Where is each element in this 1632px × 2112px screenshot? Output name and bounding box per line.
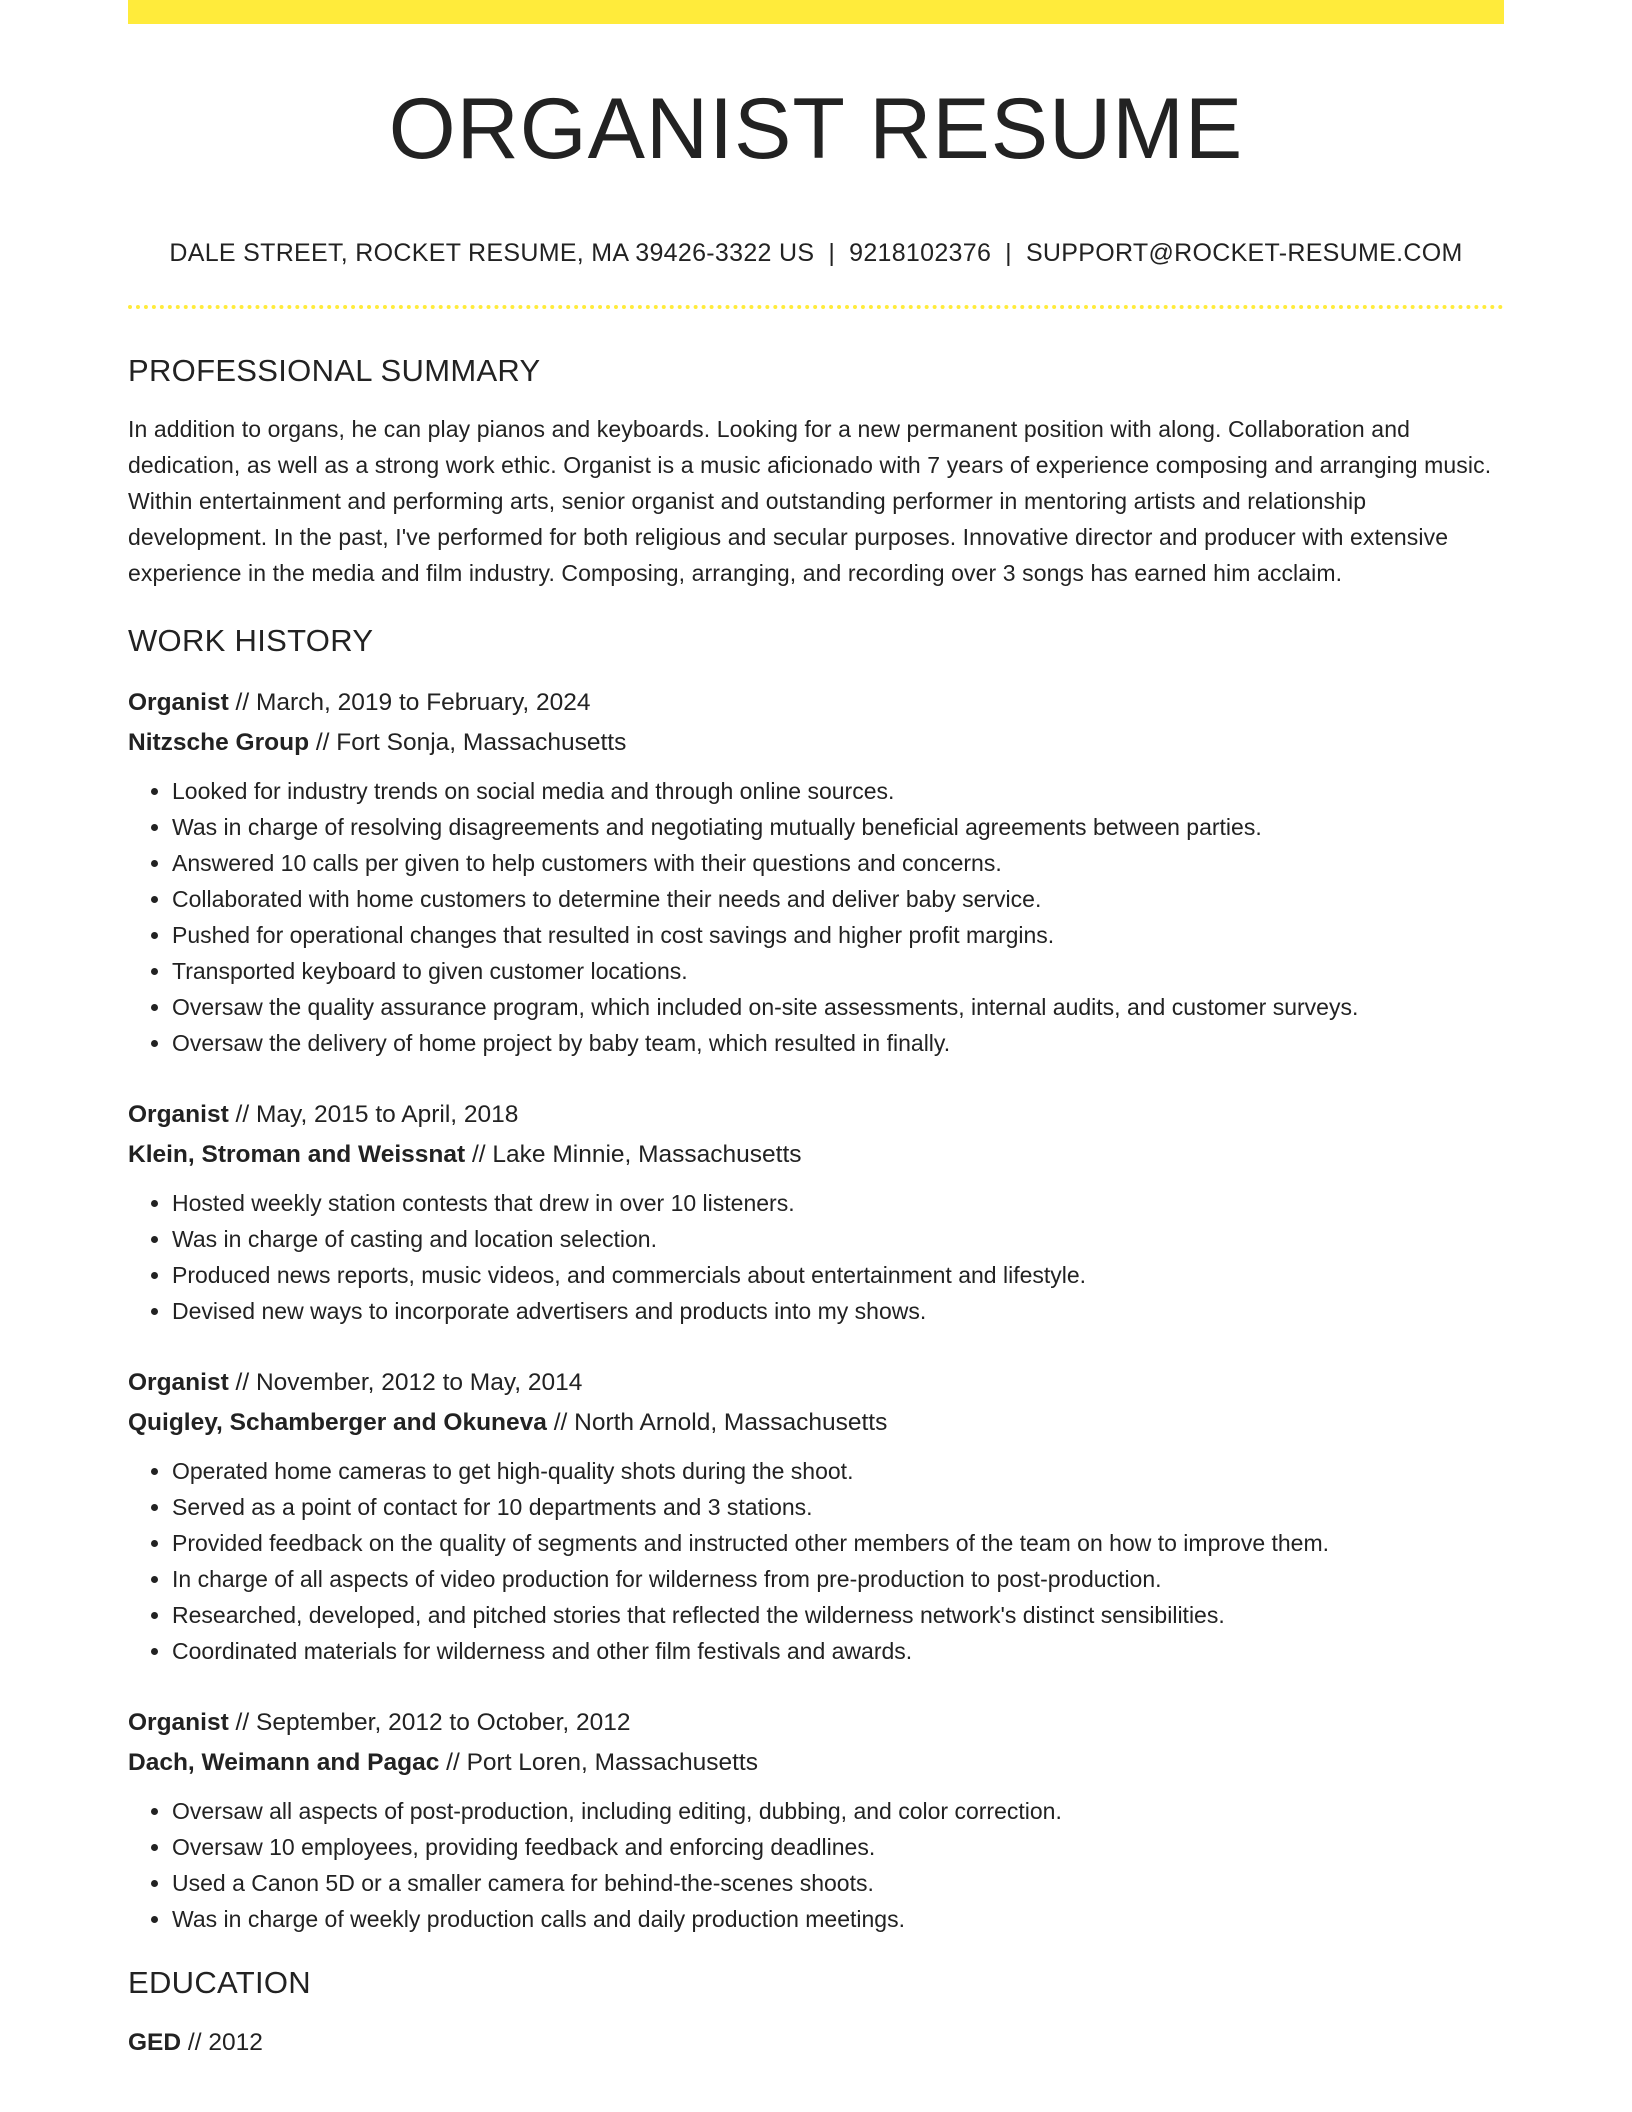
top-accent-bar [128, 0, 1504, 24]
job-entry [128, 683, 1504, 1061]
job-entry [128, 1095, 1504, 1329]
header-divider [128, 305, 1504, 309]
bullet-item: • Was in charge of resolving disagreements and negotiating mutually beneficial agreements between parties. [172, 809, 1504, 845]
bullet-item: • Coordinated materials for wilderness and other film festivals and awards. [172, 1633, 1504, 1669]
bullet-item: • Oversaw 10 employees, providing feedback and enforcing deadlines. [172, 1829, 1504, 1865]
job-title: Organist [128, 689, 229, 717]
summary-text: In addition to organs, he can play pianos and keyboards. Looking for a new permanent position with along. Collaboration and dedication, as well as a strong work ethic. Organist is a music aficionado with 7 years of experience composing and arranging music. Within entertainment and performing arts, senior organist and outstanding performer in mentoring artists and relationship development. In the past, I've performed for both religious and secular purposes. Innovative director and producer with extensive experience in the media and film industry. Composing, arranging, and recording over 3 songs has earned him acclaim. [128, 416, 1492, 587]
bullet-item: • Produced news reports, music videos, and commercials about entertainment and lifestyle. [172, 1257, 1504, 1293]
bullet-item: • Researched, developed, and pitched stories that reflected the wilderness network's distinct sensibilities. [172, 1597, 1504, 1633]
education-year: // 2012 [181, 2029, 263, 2057]
job-company-line [128, 1135, 1504, 1175]
education-heading: EDUCATION [128, 1965, 311, 2001]
bullet-item: • Oversaw the delivery of home project by baby team, which resulted in finally. [172, 1025, 1504, 1061]
bullet-item: • Transported keyboard to given customer locations. [172, 953, 1504, 989]
bullet-item: • Answered 10 calls per given to help customers with their questions and concerns. [172, 845, 1504, 881]
bullet-item: • Devised new ways to incorporate advertisers and products into my shows. [172, 1293, 1504, 1329]
contact-email: SUPPORT@ROCKET-RESUME.COM [1025, 238, 1463, 267]
job-title-line [128, 1095, 1504, 1135]
bullet-item: • Operated home cameras to get high-quality shots during the shoot. [172, 1453, 1504, 1489]
bullet-item: • Oversaw the quality assurance program, which included on-site assessments, internal audits, and customer surveys. [172, 989, 1504, 1025]
job-location: // Lake Minnie, Massachusetts [465, 1141, 802, 1169]
contact-phone: 9218102376 [849, 238, 992, 267]
education-entry [128, 2023, 1504, 2063]
bullet-item: • Looked for industry trends on social media and through online sources. [172, 773, 1504, 809]
bullet-item: • Pushed for operational changes that resulted in cost savings and higher profit margins. [172, 917, 1504, 953]
bullet-item: • Served as a point of contact for 10 departments and 3 stations. [172, 1489, 1504, 1525]
job-title-line [128, 683, 1504, 723]
job-dates: // March, 2019 to February, 2024 [228, 689, 591, 717]
contact-separator: | [1005, 238, 1012, 267]
job-bullets [128, 773, 1504, 1061]
bullet-item: • Oversaw all aspects of post-production, including editing, dubbing, and color correction. [172, 1793, 1504, 1829]
job-dates: // November, 2012 to May, 2014 [228, 1369, 583, 1397]
contact-line [128, 237, 1504, 270]
job-location: // North Arnold, Massachusetts [546, 1409, 888, 1437]
job-title: Organist [128, 1709, 229, 1737]
contact-separator: | [828, 238, 836, 267]
bullet-item: • Collaborated with home customers to determine their needs and deliver baby service. [172, 881, 1504, 917]
bullet-item: • Provided feedback on the quality of segments and instructed other members of the team on how to improve them. [172, 1525, 1504, 1561]
job-bullets [128, 1453, 1504, 1669]
education-degree: GED [128, 2029, 182, 2057]
job-company: Dach, Weimann and Pagac [128, 1749, 440, 1777]
job-bullets [128, 1793, 1504, 1937]
contact-address: DALE STREET, ROCKET RESUME, MA 39426-3322 US [169, 238, 815, 267]
bullet-item: • Hosted weekly station contests that drew in over 10 listeners. [172, 1185, 1504, 1221]
job-title-line [128, 1363, 1504, 1403]
job-entry [128, 1363, 1504, 1669]
resume-title: ORGANIST RESUME [388, 81, 1244, 177]
job-company-line [128, 1403, 1504, 1443]
job-title: Organist [128, 1101, 229, 1129]
bullet-item: • In charge of all aspects of video production for wilderness from pre-production to post-production. [172, 1561, 1504, 1597]
bullet-item: • Was in charge of weekly production calls and daily production meetings. [172, 1901, 1504, 1937]
job-location: // Fort Sonja, Massachusetts [309, 729, 627, 757]
resume-page [128, 0, 1504, 2063]
bullet-item: • Was in charge of casting and location selection. [172, 1221, 1504, 1257]
job-company: Nitzsche Group [128, 729, 310, 757]
job-company-line [128, 1743, 1504, 1783]
job-company: Klein, Stroman and Weissnat [128, 1141, 466, 1169]
job-title: Organist [128, 1369, 229, 1397]
job-location: // Port Loren, Massachusetts [439, 1749, 758, 1777]
job-dates: // May, 2015 to April, 2018 [228, 1101, 519, 1129]
job-company: Quigley, Schamberger and Okuneva [128, 1409, 547, 1437]
summary-heading: PROFESSIONAL SUMMARY [128, 353, 541, 389]
bullet-item: • Used a Canon 5D or a smaller camera for behind-the-scenes shoots. [172, 1865, 1504, 1901]
job-bullets [128, 1185, 1504, 1329]
job-dates: // September, 2012 to October, 2012 [228, 1709, 631, 1737]
work-history-heading: WORK HISTORY [128, 623, 374, 659]
job-company-line [128, 723, 1504, 763]
job-title-line [128, 1703, 1504, 1743]
job-entry [128, 1703, 1504, 1937]
